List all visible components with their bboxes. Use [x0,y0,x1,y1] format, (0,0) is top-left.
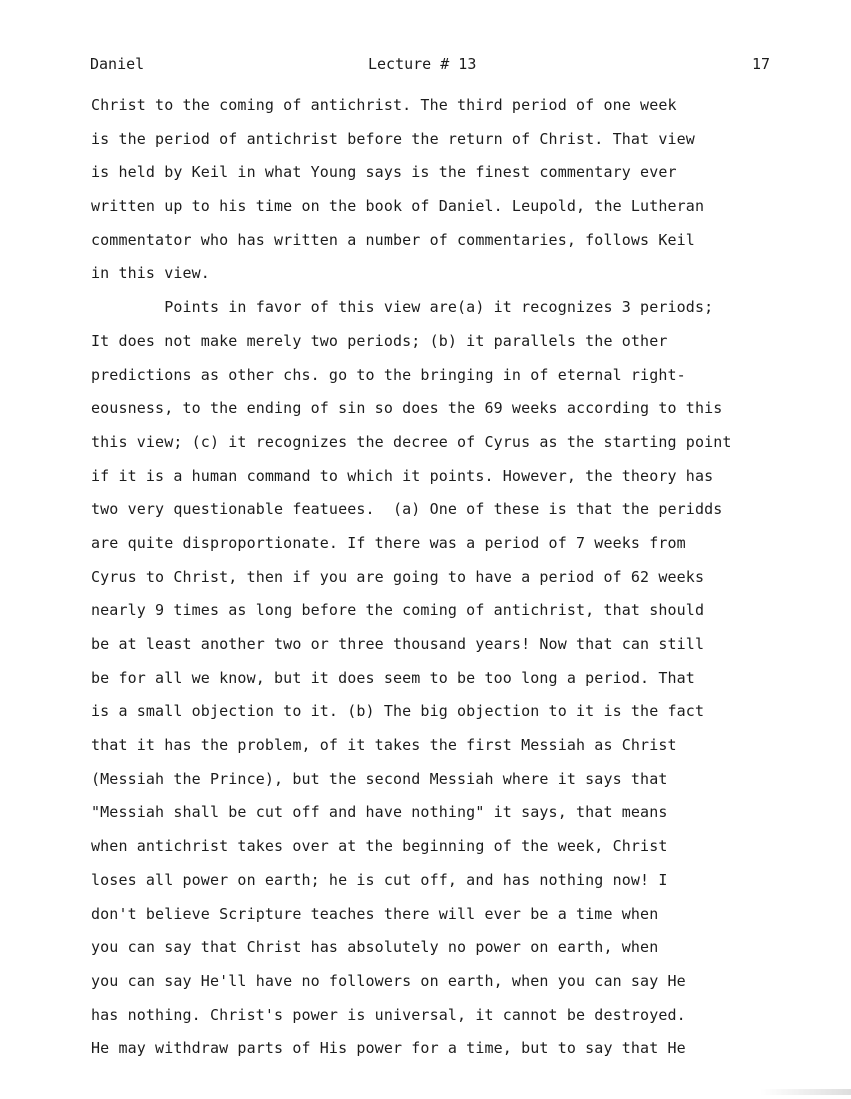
text-line: "Messiah shall be cut off and have nothing" it says, that means [91,803,668,822]
text-line: you can say that Christ has absolutely no power on earth, when [91,938,659,957]
text-line: you can say He'll have no followers on earth, when you can say He [91,971,686,990]
scan-edge-smudge [760,1089,851,1095]
text-line: nearly 9 times as long before the coming of antichrist, that should [91,601,705,620]
text-line: this view; (c) it recognizes the decree of Cyrus as the starting point [91,432,732,451]
header-book-title: Daniel [90,55,145,73]
text-line: commentator who has written a number of commentaries, follows Keil [91,230,695,249]
text-line: is the period of antichrist before the return of Christ. That view [91,129,695,148]
text-line: if it is a human command to which it points. However, the theory has [91,466,714,485]
text-line: when antichrist takes over at the beginning of the week, Christ [91,837,668,856]
text-line: Cyrus to Christ, then if you are going to have a period of 62 weeks [91,567,705,586]
text-line: be for all we know, but it does seem to be too long a period. That [91,668,695,687]
text-line: written up to his time on the book of Daniel. Leupold, the Lutheran [91,197,705,216]
text-line: It does not make merely two periods; (b) it parallels the other [91,331,668,350]
text-line: is a small objection to it. (b) The big objection to it is the fact [91,702,705,721]
header-page-number: 17 [752,55,771,73]
header-lecture-number: Lecture # 13 [368,55,477,73]
text-line: is held by Keil in what Young says is the finest commentary ever [91,163,677,182]
text-line: be at least another two or three thousand years! Now that can still [91,635,705,653]
text-line: has nothing. Christ's power is universal, it cannot be destroyed. [91,1005,686,1024]
text-line: He may withdraw parts of His power for a time, but to say that He [91,1039,686,1058]
text-line: are quite disproportionate. If there was a period of 7 weeks from [91,533,686,552]
text-line: Christ to the coming of antichrist. The third period of one week [91,96,677,114]
text-line: (Messiah the Prince), but the second Messiah where it says that [91,769,668,788]
text-line: that it has the problem, of it takes the first Messiah as Christ [91,736,677,755]
text-line: eousness, to the ending of sin so does the 69 weeks according to this [91,399,723,418]
text-line: in this view. [91,264,210,283]
text-line: predictions as other chs. go to the bringing in of eternal right- [91,365,686,384]
text-line: Points in favor of this view are(a) it recognizes 3 periods; [91,298,714,317]
text-line: don't believe Scripture teaches there will ever be a time when [91,904,659,923]
text-line: two very questionable featuees. (a) One of these is that the peridds [91,500,723,519]
body-text [91,95,831,1072]
text-line: loses all power on earth; he is cut off, and has nothing now! I [91,870,668,889]
